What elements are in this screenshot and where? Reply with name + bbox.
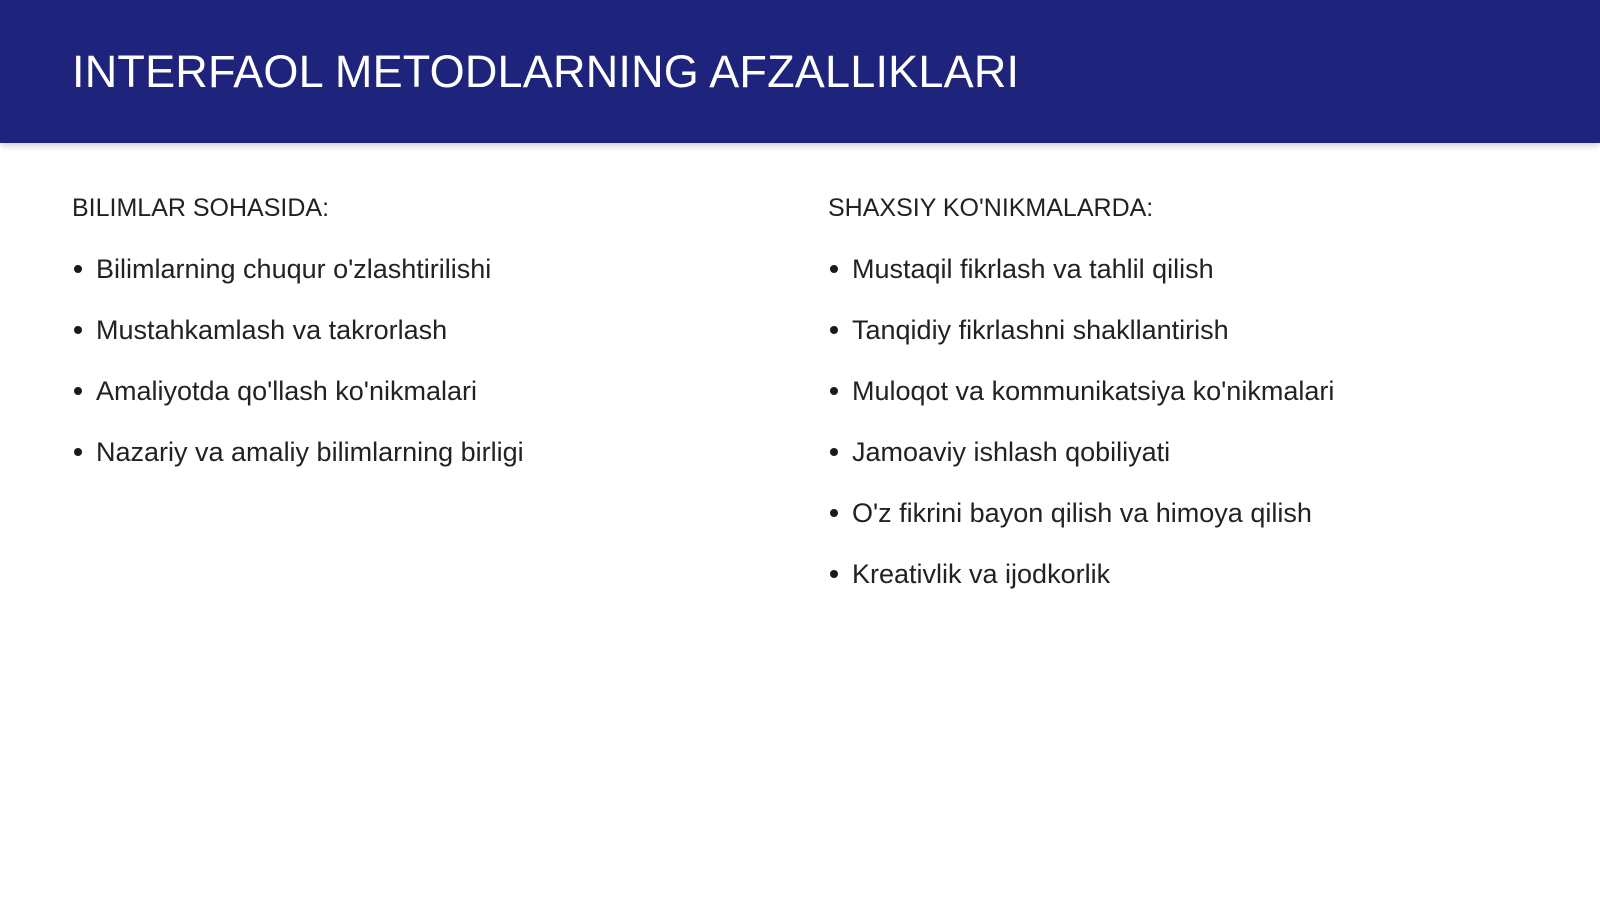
list-item-text: Tanqidiy fikrlashni shakllantirish (852, 315, 1229, 345)
bullet-icon (830, 265, 838, 273)
list-item (72, 312, 772, 348)
list-item-text: Amaliyotda qo'llash ko'nikmalari (96, 376, 477, 406)
list-item (828, 312, 1528, 348)
bullet-icon (74, 448, 82, 456)
bullet-icon (830, 570, 838, 578)
list-item (828, 556, 1528, 592)
list-item (72, 434, 772, 470)
list-item (828, 251, 1528, 287)
list-item-text: Mustahkamlash va takrorlash (96, 315, 448, 345)
left-column-heading: BILIMLAR SOHASIDA: (72, 194, 330, 222)
right-column-heading: SHAXSIY KO'NIKMALARDA: (828, 194, 1154, 222)
list-item (72, 373, 772, 409)
list-item-text: Muloqot va kommunikatsiya ko'nikmalari (852, 376, 1335, 406)
left-column (72, 190, 772, 470)
bullet-icon (74, 265, 82, 273)
list-item-text: O'z fikrini bayon qilish va himoya qilish (852, 498, 1312, 528)
bullet-icon (830, 326, 838, 334)
list-item-text: Mustaqil fikrlash va tahlil qilish (852, 254, 1214, 284)
bullet-icon (830, 387, 838, 395)
bullet-icon (74, 326, 82, 334)
list-item-text: Kreativlik va ijodkorlik (852, 559, 1111, 589)
list-item-text: Jamoaviy ishlash qobiliyati (852, 437, 1171, 467)
right-column-list (828, 251, 1528, 592)
slide-title: INTERFAOL METODLARNING AFZALLIKLARI (72, 46, 1020, 97)
bullet-icon (830, 509, 838, 517)
title-bar (0, 0, 1600, 143)
list-item (828, 434, 1528, 470)
right-column (828, 190, 1528, 592)
list-item (828, 373, 1528, 409)
list-item (828, 495, 1528, 531)
list-item (72, 251, 772, 287)
bullet-icon (74, 387, 82, 395)
list-item-text: Nazariy va amaliy bilimlarning birligi (96, 437, 524, 467)
list-item-text: Bilimlarning chuqur o'zlashtirilishi (96, 254, 492, 284)
left-column-list (72, 251, 772, 470)
bullet-icon (830, 448, 838, 456)
